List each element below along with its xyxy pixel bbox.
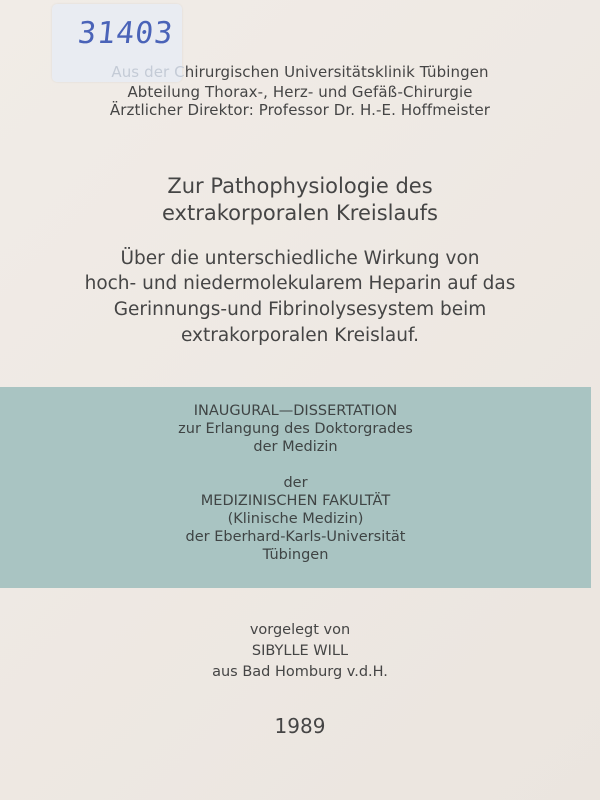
subtitle-line-1: Über die unterschiedliche Wirkung von	[120, 248, 480, 269]
title-line-2: extrakorporalen Kreislaufs	[161, 201, 438, 225]
header-line-1: Aus der Chirurgischen Universitätsklinik Tübingen	[111, 63, 489, 81]
subtitle-line-2: hoch- und niedermolekularem Heparin auf das	[84, 273, 516, 294]
band-line: der Eberhard-Karls-Universität	[185, 529, 406, 545]
band-line: zur Erlangung des Doktorgrades	[178, 421, 413, 437]
year: 1989	[274, 714, 326, 738]
author-name: SIBYLLE WILL	[251, 643, 349, 659]
band-line: INAUGURAL—DISSERTATION	[193, 403, 398, 419]
band-line: MEDIZINISCHEN FAKULTÄT	[200, 493, 391, 509]
accession-number: 31403	[76, 16, 176, 51]
author-origin: aus Bad Homburg v.d.H.	[212, 664, 388, 680]
band-line: (Klinische Medizin)	[227, 511, 364, 527]
band-line: Tübingen	[262, 547, 329, 563]
title-line-1: Zur Pathophysiologie des	[167, 174, 433, 198]
band-line: der	[283, 475, 308, 491]
dissertation-band	[0, 387, 591, 588]
subtitle-line-3: Gerinnungs-und Fibrinolysesystem beim	[113, 299, 487, 320]
subtitle-line-4: extrakorporalen Kreislauf.	[180, 325, 420, 346]
band-line: der Medizin	[253, 439, 338, 455]
header-line-2: Abteilung Thorax-, Herz- und Gefäß-Chirurgie	[127, 83, 473, 101]
presented-by: vorgelegt von	[249, 622, 351, 638]
header-line-3: Ärztlicher Direktor: Professor Dr. H.-E. Hoffmeister	[109, 101, 491, 119]
